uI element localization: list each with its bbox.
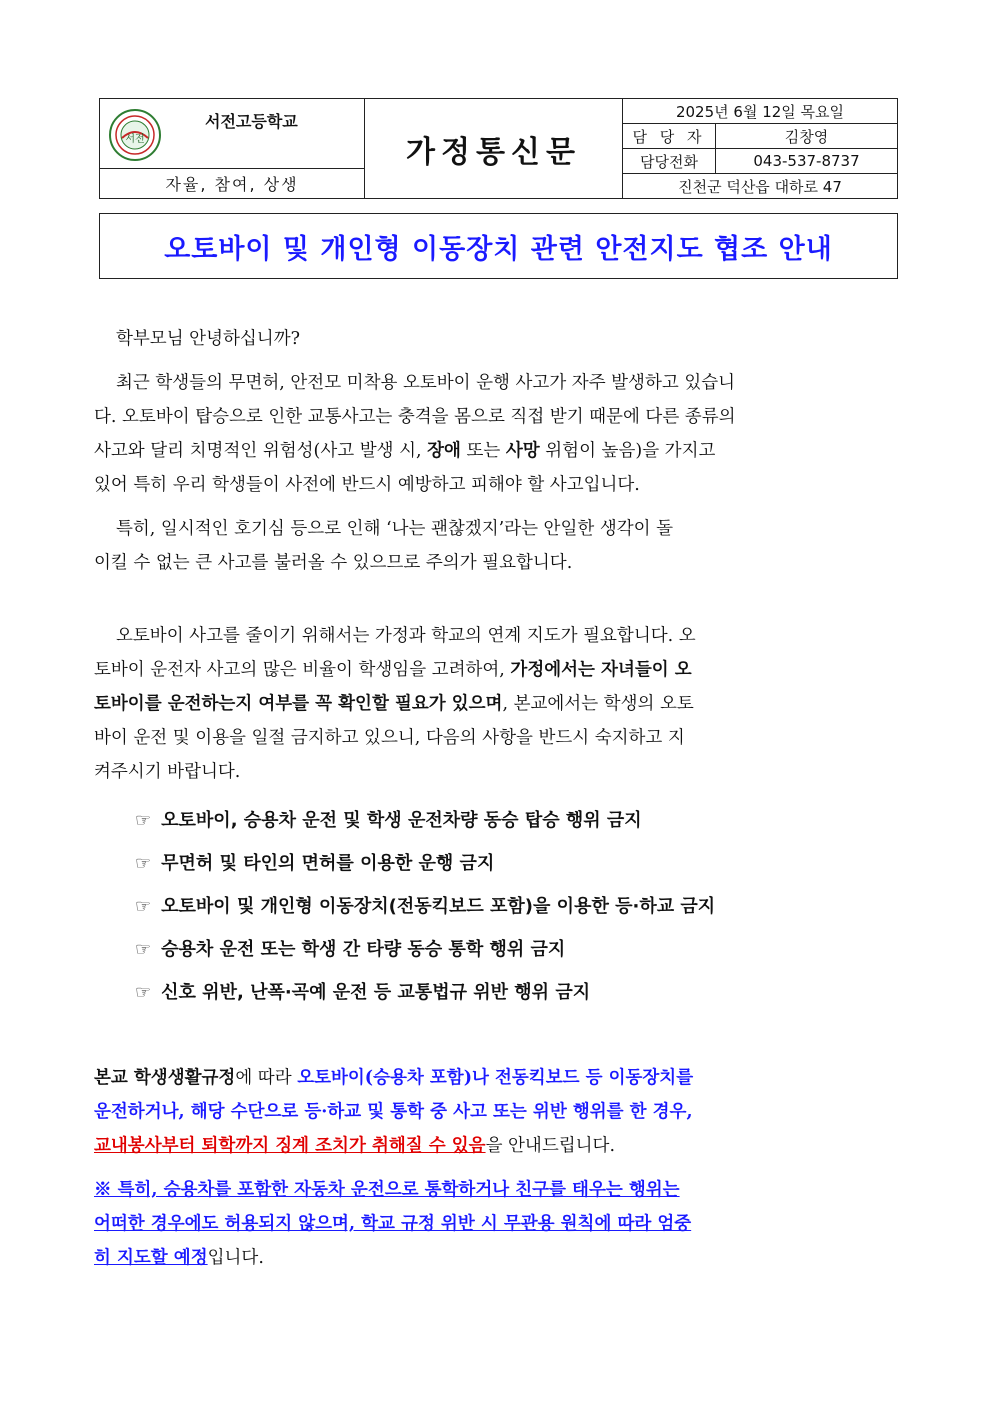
school-logo-icon — [108, 108, 162, 162]
pointing-hand-icon: ☞ — [135, 939, 152, 960]
svg-text:서전: 서전 — [125, 134, 145, 145]
rule-item: ☞ 무면허 및 타인의 면허를 이용한 운행 금지 — [135, 853, 495, 874]
paragraph-5: ※ 특히, 승용차를 포함한 자동차 운전으로 통학하거나 친구를 태우는 행위는 어떠한 경우에도 허용되지 않으며, 학교 규정 위반 시 무관용 원칙에 따라 엄중 히 지도할 예정입니다. — [94, 1180, 692, 1268]
school-motto: 자율, 참여, 상생 — [100, 169, 365, 198]
phone-number: 043-537-8737 — [753, 152, 860, 170]
greeting: 학부모님 안녕하십니까? — [116, 329, 300, 349]
pointing-hand-icon: ☞ — [135, 982, 152, 1003]
manager-name: 김창영 — [784, 127, 829, 146]
phone-label: 담당전화 — [623, 149, 716, 173]
rule-item: ☞ 오토바이 및 개인형 이동장치(전동킥보드 포함)을 이용한 등·하교 금지 — [135, 896, 716, 917]
date: 2025년 6월 12일 목요일 — [675, 102, 845, 121]
rule-item: ☞ 신호 위반, 난폭·곡예 운전 등 교통법규 위반 행위 금지 — [135, 982, 591, 1003]
manager-label: 담 당 자 — [623, 124, 716, 148]
notice-banner: 오토바이 및 개인형 이동장치 관련 안전지도 협조 안내 — [99, 213, 898, 279]
pointing-hand-icon: ☞ — [135, 810, 152, 831]
rule-item: ☞ 오토바이, 승용차 운전 및 학생 운전차량 동승 탑승 행위 금지 — [135, 810, 642, 831]
phone-row — [623, 149, 897, 174]
school-cell — [100, 99, 365, 169]
pointing-hand-icon: ☞ — [135, 896, 152, 917]
school-name: 서전고등학교 — [205, 112, 298, 131]
header-table — [99, 98, 898, 199]
document-title: 가정통신문 — [365, 99, 623, 198]
address-row — [623, 174, 897, 198]
paragraph-1: 최근 학생들의 무면허, 안전모 미착용 오토바이 운행 사고가 자주 발생하고 있습니 다. 오토바이 탑승으로 인한 교통사고는 충격을 몸으로 직접 받기 때문에 다른 종류의 사고와 달리 치명적인 위험성(사고 발생 시, 장애 또는 사망 위험이 높음)을 가지고 있어 특히 우리 학생들이 사전에 반드시 예방하고 피해야 할 사고입니다. — [94, 373, 736, 495]
pointing-hand-icon: ☞ — [135, 853, 152, 874]
paragraph-4: 본교 학생생활규정에 따라 오토바이(승용차 포함)나 전동킥보드 등 이동장치를 운전하거나, 해당 수단으로 등·하교 및 통학 중 사고 또는 위반 행위를 한 경우, 교내봉사부터 퇴학까지 징계 조치가 취해질 수 있음을 안내드립니다. — [94, 1068, 694, 1156]
paragraph-2: 특히, 일시적인 호기심 등으로 인해 ‘나는 괜찮겠지’라는 안일한 생각이 돌 이킬 수 없는 큰 사고를 불러올 수 있으므로 주의가 필요합니다. — [94, 519, 673, 573]
paragraph-3: 오토바이 사고를 줄이기 위해서는 가정과 학교의 연계 지도가 필요합니다. 오 토바이 운전자 사고의 많은 비율이 학생임을 고려하여, 가정에서는 자녀들이 오 토바이를 운전하는지 여부를 꼭 확인할 필요가 있으며, 본교에서는 학생의 오토 바이 운전 및 이용을 일절 금지하고 있으니, 다음의 사항을 반드시 숙지하고 지 켜주시기 바랍니다. — [94, 626, 696, 782]
info-cells — [623, 99, 897, 198]
date-row — [623, 99, 897, 124]
manager-row — [623, 124, 897, 149]
address: 진천군 덕산읍 대하로 47 — [678, 177, 842, 196]
rule-item: ☞ 승용차 운전 또는 학생 간 타량 동승 통학 행위 금지 — [135, 939, 566, 960]
